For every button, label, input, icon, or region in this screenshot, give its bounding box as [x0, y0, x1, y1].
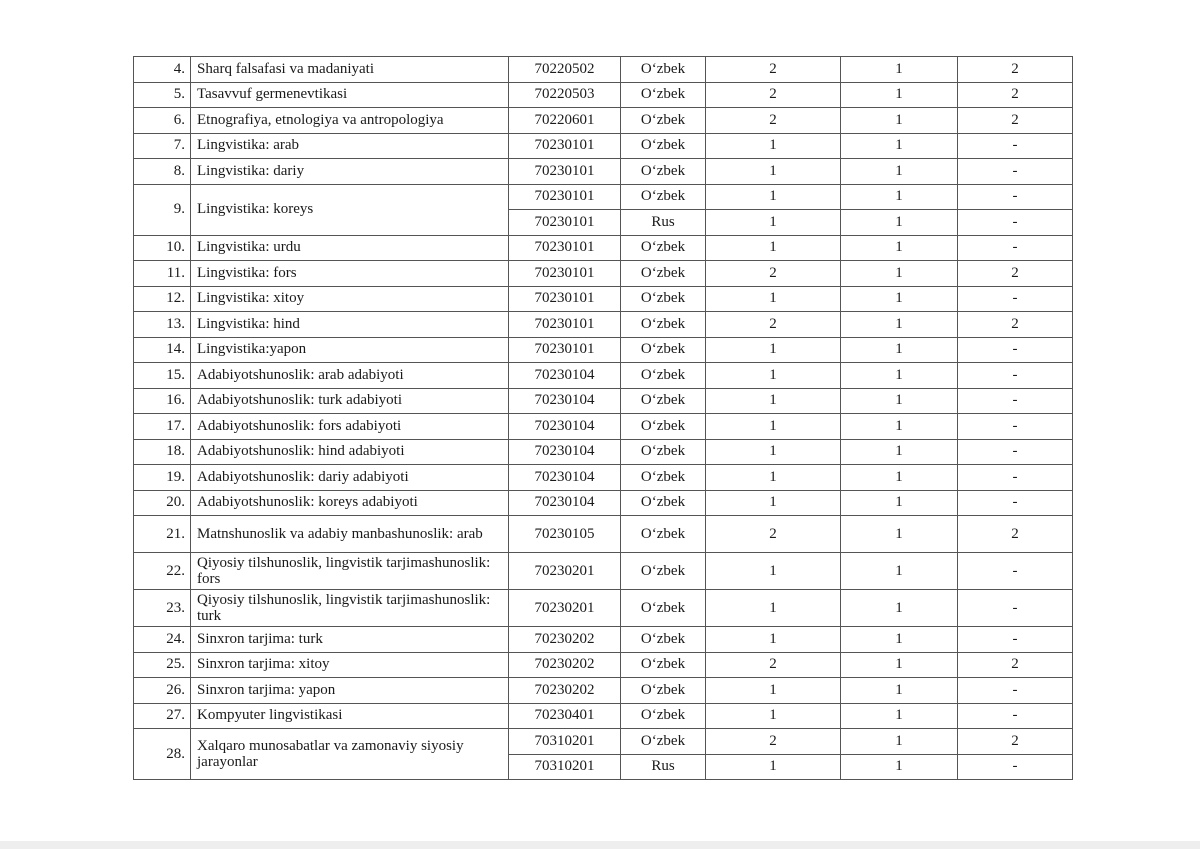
specialty-code: 70230101 [509, 184, 621, 210]
count-col-1: 2 [706, 108, 841, 134]
count-col-3: - [958, 337, 1073, 363]
language: O‘zbek [621, 235, 706, 261]
table-row [134, 261, 1073, 287]
count-col-1: 2 [706, 82, 841, 108]
specialty-code: 70230104 [509, 363, 621, 389]
language: O‘zbek [621, 553, 706, 590]
language: O‘zbek [621, 388, 706, 414]
language: O‘zbek [621, 465, 706, 491]
count-col-1: 1 [706, 465, 841, 491]
table-row [134, 286, 1073, 312]
specialty-code: 70220503 [509, 82, 621, 108]
language: O‘zbek [621, 703, 706, 729]
count-col-3: - [958, 159, 1073, 185]
specialty-code: 70230101 [509, 210, 621, 236]
count-col-2: 1 [841, 337, 958, 363]
specialty-code: 70220502 [509, 57, 621, 83]
specialty-code: 70230201 [509, 553, 621, 590]
count-col-1: 1 [706, 210, 841, 236]
row-number: 6. [134, 108, 191, 134]
count-col-3: - [958, 388, 1073, 414]
specialty-name: Lingvistika: arab [191, 133, 509, 159]
row-number: 11. [134, 261, 191, 287]
count-col-2: 1 [841, 414, 958, 440]
count-col-1: 2 [706, 516, 841, 553]
specialty-name: Lingvistika: xitoy [191, 286, 509, 312]
specialty-name: Adabiyotshunoslik: turk adabiyoti [191, 388, 509, 414]
row-number: 23. [134, 590, 191, 627]
count-col-1: 2 [706, 652, 841, 678]
count-col-2: 1 [841, 490, 958, 516]
language: O‘zbek [621, 133, 706, 159]
table-row [134, 490, 1073, 516]
table-row [134, 235, 1073, 261]
row-number: 12. [134, 286, 191, 312]
table-row [134, 729, 1073, 755]
count-col-2: 1 [841, 590, 958, 627]
table-row [134, 553, 1073, 590]
specialty-name: Adabiyotshunoslik: arab adabiyoti [191, 363, 509, 389]
specialty-name: Adabiyotshunoslik: fors adabiyoti [191, 414, 509, 440]
count-col-2: 1 [841, 286, 958, 312]
specialty-code: 70230101 [509, 261, 621, 287]
count-col-2: 1 [841, 159, 958, 185]
table-row [134, 184, 1073, 210]
count-col-3: - [958, 627, 1073, 653]
count-col-3: - [958, 184, 1073, 210]
specialty-name: Qiyosiy tilshunoslik, lingvistik tarjimashunoslik: fors [191, 553, 509, 590]
count-col-3: - [958, 414, 1073, 440]
language: Rus [621, 210, 706, 236]
specialty-code: 70230401 [509, 703, 621, 729]
language: O‘zbek [621, 261, 706, 287]
count-col-1: 2 [706, 261, 841, 287]
table-row [134, 516, 1073, 553]
language: O‘zbek [621, 57, 706, 83]
count-col-2: 1 [841, 627, 958, 653]
row-number: 22. [134, 553, 191, 590]
count-col-3: - [958, 590, 1073, 627]
table-row [134, 133, 1073, 159]
count-col-1: 1 [706, 388, 841, 414]
specialty-name: Tasavvuf germenevtikasi [191, 82, 509, 108]
count-col-2: 1 [841, 210, 958, 236]
count-col-3: - [958, 439, 1073, 465]
count-col-1: 1 [706, 363, 841, 389]
count-col-1: 1 [706, 439, 841, 465]
count-col-1: 1 [706, 553, 841, 590]
row-number: 16. [134, 388, 191, 414]
specialty-name: Lingvistika: urdu [191, 235, 509, 261]
table-row [134, 57, 1073, 83]
specialty-code: 70230101 [509, 133, 621, 159]
count-col-1: 2 [706, 729, 841, 755]
count-col-1: 1 [706, 159, 841, 185]
language: O‘zbek [621, 414, 706, 440]
row-number: 5. [134, 82, 191, 108]
specialty-code: 70230101 [509, 159, 621, 185]
specialty-name: Lingvistika: koreys [191, 184, 509, 235]
table-row [134, 652, 1073, 678]
language: O‘zbek [621, 678, 706, 704]
count-col-2: 1 [841, 652, 958, 678]
table-row [134, 703, 1073, 729]
language: O‘zbek [621, 729, 706, 755]
specialty-code: 70230101 [509, 286, 621, 312]
count-col-3: - [958, 553, 1073, 590]
count-col-3: - [958, 133, 1073, 159]
count-col-3: 2 [958, 82, 1073, 108]
language: O‘zbek [621, 286, 706, 312]
count-col-3: - [958, 210, 1073, 236]
language: O‘zbek [621, 337, 706, 363]
count-col-2: 1 [841, 108, 958, 134]
specialty-name: Sinxron tarjima: yapon [191, 678, 509, 704]
count-col-2: 1 [841, 388, 958, 414]
count-col-2: 1 [841, 703, 958, 729]
table-row [134, 159, 1073, 185]
count-col-1: 1 [706, 337, 841, 363]
row-number: 21. [134, 516, 191, 553]
table-row [134, 363, 1073, 389]
specialty-name: Xalqaro munosabatlar va zamonaviy siyosiy jarayonlar [191, 729, 509, 780]
count-col-3: 2 [958, 729, 1073, 755]
specialty-name: Matnshunoslik va adabiy manbashunoslik: arab [191, 516, 509, 553]
count-col-3: - [958, 703, 1073, 729]
language: O‘zbek [621, 439, 706, 465]
count-col-2: 1 [841, 235, 958, 261]
count-col-3: 2 [958, 652, 1073, 678]
count-col-1: 1 [706, 703, 841, 729]
row-number: 15. [134, 363, 191, 389]
page-bottom-edge [0, 841, 1200, 849]
specialty-code: 70230104 [509, 388, 621, 414]
count-col-3: - [958, 235, 1073, 261]
row-number: 20. [134, 490, 191, 516]
count-col-1: 1 [706, 133, 841, 159]
count-col-3: 2 [958, 516, 1073, 553]
row-number: 19. [134, 465, 191, 491]
table-row [134, 82, 1073, 108]
specialty-name: Lingvistika: hind [191, 312, 509, 338]
specialty-code: 70230104 [509, 439, 621, 465]
row-number: 27. [134, 703, 191, 729]
row-number: 8. [134, 159, 191, 185]
specialty-code: 70310201 [509, 754, 621, 780]
count-col-1: 1 [706, 286, 841, 312]
specialty-name: Etnografiya, etnologiya va antropologiya [191, 108, 509, 134]
specialty-code: 70230104 [509, 465, 621, 491]
language: Rus [621, 754, 706, 780]
specialty-code: 70230104 [509, 490, 621, 516]
count-col-1: 1 [706, 235, 841, 261]
count-col-2: 1 [841, 465, 958, 491]
count-col-3: - [958, 286, 1073, 312]
count-col-1: 1 [706, 627, 841, 653]
specialty-name: Adabiyotshunoslik: dariy adabiyoti [191, 465, 509, 491]
count-col-3: - [958, 490, 1073, 516]
count-col-2: 1 [841, 678, 958, 704]
row-number: 26. [134, 678, 191, 704]
count-col-2: 1 [841, 82, 958, 108]
table-row [134, 627, 1073, 653]
count-col-3: 2 [958, 312, 1073, 338]
row-number: 14. [134, 337, 191, 363]
language: O‘zbek [621, 516, 706, 553]
row-number: 25. [134, 652, 191, 678]
table-row [134, 388, 1073, 414]
language: O‘zbek [621, 490, 706, 516]
specialty-name: Qiyosiy tilshunoslik, lingvistik tarjimashunoslik: turk [191, 590, 509, 627]
specialty-code: 70230105 [509, 516, 621, 553]
specialty-code: 70310201 [509, 729, 621, 755]
count-col-2: 1 [841, 363, 958, 389]
specialty-code: 70230202 [509, 627, 621, 653]
language: O‘zbek [621, 108, 706, 134]
specialty-code: 70230202 [509, 652, 621, 678]
count-col-2: 1 [841, 516, 958, 553]
specialty-code: 70220601 [509, 108, 621, 134]
row-number: 9. [134, 184, 191, 235]
specialty-code: 70230101 [509, 235, 621, 261]
language: O‘zbek [621, 82, 706, 108]
count-col-1: 1 [706, 414, 841, 440]
specialty-code: 70230101 [509, 337, 621, 363]
count-col-2: 1 [841, 439, 958, 465]
specialty-code: 70230201 [509, 590, 621, 627]
count-col-3: - [958, 363, 1073, 389]
language: O‘zbek [621, 627, 706, 653]
table-row [134, 439, 1073, 465]
specialty-name: Lingvistika: fors [191, 261, 509, 287]
language: O‘zbek [621, 652, 706, 678]
language: O‘zbek [621, 312, 706, 338]
count-col-1: 1 [706, 184, 841, 210]
specialty-name: Sinxron tarjima: xitoy [191, 652, 509, 678]
count-col-1: 2 [706, 57, 841, 83]
row-number: 24. [134, 627, 191, 653]
specialty-name: Kompyuter lingvistikasi [191, 703, 509, 729]
count-col-2: 1 [841, 312, 958, 338]
specialty-code: 70230101 [509, 312, 621, 338]
specialties-table [133, 56, 1073, 780]
count-col-1: 1 [706, 678, 841, 704]
count-col-1: 2 [706, 312, 841, 338]
count-col-3: 2 [958, 57, 1073, 83]
row-number: 4. [134, 57, 191, 83]
row-number: 13. [134, 312, 191, 338]
language: O‘zbek [621, 184, 706, 210]
language: O‘zbek [621, 363, 706, 389]
table-row [134, 465, 1073, 491]
count-col-2: 1 [841, 133, 958, 159]
count-col-1: 1 [706, 754, 841, 780]
row-number: 18. [134, 439, 191, 465]
count-col-3: - [958, 678, 1073, 704]
table-row [134, 108, 1073, 134]
specialty-name: Adabiyotshunoslik: hind adabiyoti [191, 439, 509, 465]
specialty-name: Sinxron tarjima: turk [191, 627, 509, 653]
count-col-1: 1 [706, 490, 841, 516]
specialty-name: Sharq falsafasi va madaniyati [191, 57, 509, 83]
row-number: 7. [134, 133, 191, 159]
specialty-code: 70230202 [509, 678, 621, 704]
count-col-2: 1 [841, 184, 958, 210]
count-col-2: 1 [841, 754, 958, 780]
table-row [134, 678, 1073, 704]
language: O‘zbek [621, 590, 706, 627]
count-col-2: 1 [841, 261, 958, 287]
specialty-name: Lingvistika: dariy [191, 159, 509, 185]
count-col-2: 1 [841, 57, 958, 83]
row-number: 28. [134, 729, 191, 780]
count-col-2: 1 [841, 553, 958, 590]
specialty-name: Adabiyotshunoslik: koreys adabiyoti [191, 490, 509, 516]
language: O‘zbek [621, 159, 706, 185]
count-col-2: 1 [841, 729, 958, 755]
row-number: 17. [134, 414, 191, 440]
table-row [134, 590, 1073, 627]
count-col-3: - [958, 465, 1073, 491]
table-row [134, 337, 1073, 363]
count-col-3: 2 [958, 261, 1073, 287]
specialty-name: Lingvistika:yapon [191, 337, 509, 363]
count-col-1: 1 [706, 590, 841, 627]
row-number: 10. [134, 235, 191, 261]
table-row [134, 312, 1073, 338]
count-col-3: - [958, 754, 1073, 780]
table-body [134, 57, 1073, 780]
table-row [134, 414, 1073, 440]
count-col-3: 2 [958, 108, 1073, 134]
specialty-code: 70230104 [509, 414, 621, 440]
